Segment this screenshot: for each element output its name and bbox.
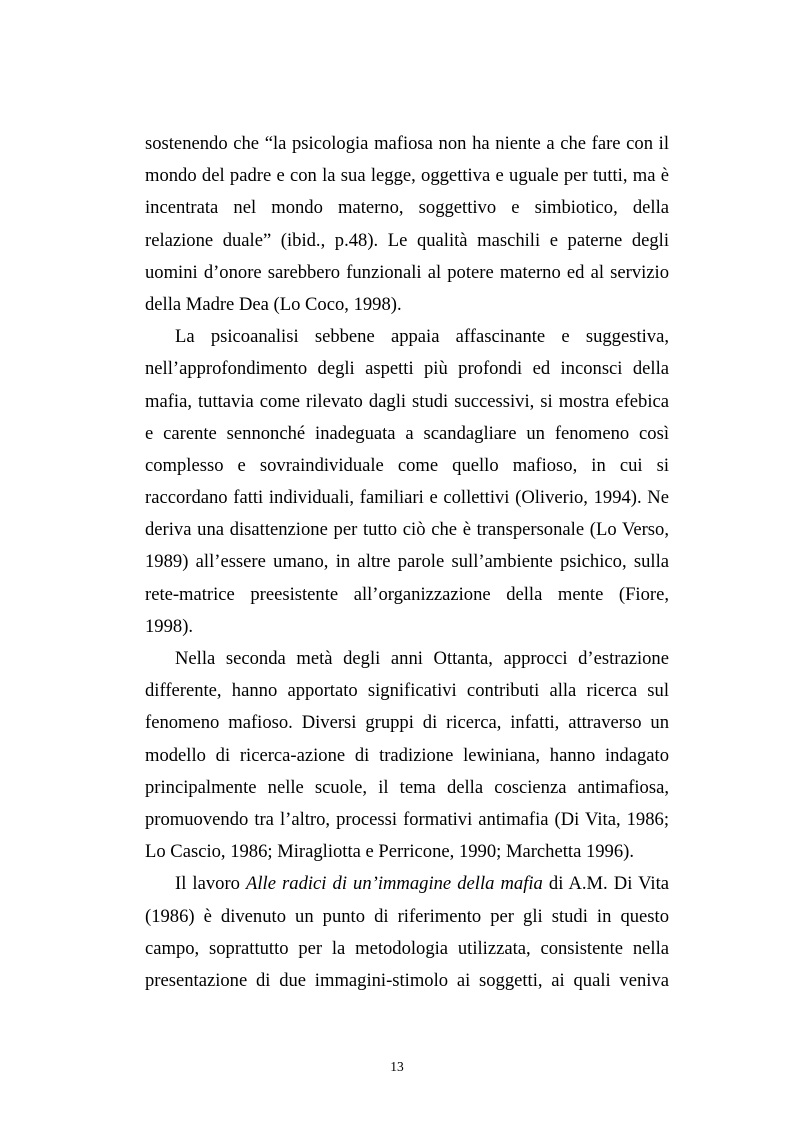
text-line: presentazione di due immagini-stimolo ai soggetti, ai quali veniva — [145, 969, 669, 991]
text-line: 1989) all’essere umano, in altre parole sull’ambiente psichico, sulla — [145, 551, 669, 573]
text-line: e carente sennonché inadeguata a scandagliare un fenomeno così — [145, 422, 669, 444]
text-line: raccordano fatti individuali, familiari e collettivi (Oliverio, 1994). Ne — [145, 487, 669, 509]
text-line: principalmente nelle scuole, il tema della coscienza antimafiosa, — [145, 776, 669, 798]
text-line: sostenendo che “la psicologia mafiosa non ha niente a che fare con il — [145, 133, 669, 154]
page-number: 13 — [390, 1059, 404, 1074]
text-line: modello di ricerca-azione di tradizione lewiniana, hanno indagato — [145, 744, 669, 766]
text-line: complesso e sovraindividuale come quello mafioso, in cui si — [145, 454, 669, 476]
text-line: differente, hanno apportato significativi contributi alla ricerca sul — [145, 680, 669, 702]
paragraph — [145, 128, 669, 321]
text-segment: Il lavoro — [175, 873, 247, 895]
text-line: rete-matrice preesistente all’organizzazione della mente (Fiore, — [145, 583, 669, 605]
book-title: Alle radici di un’immagine della mafia — [246, 873, 543, 895]
text-line: relazione duale” (ibid., p.48). Le qualità maschili e paterne degli — [145, 229, 669, 251]
text-line: (1986) è divenuto un punto di riferimento per gli studi in questo — [145, 905, 669, 927]
text-line: Lo Cascio, 1986; Miragliotta e Perricone, 1990; Marchetta 1996). — [145, 841, 634, 863]
paragraph — [145, 321, 669, 643]
text-line: uomini d’onore sarebbero funzionali al potere materno ed al servizio — [145, 261, 669, 283]
text-line: mafia, tuttavia come rilevato dagli studi successivi, si mostra efebica — [145, 390, 669, 412]
text-line: fenomeno mafioso. Diversi gruppi di ricerca, infatti, attraverso un — [145, 712, 669, 734]
text-line: mondo del padre e con la sua legge, oggettiva e uguale per tutti, ma è — [145, 165, 669, 187]
paragraph — [145, 643, 669, 868]
text-line: della Madre Dea (Lo Coco, 1998). — [145, 293, 402, 315]
text-line: deriva una disattenzione per tutto ciò che è transpersonale (Lo Verso, — [145, 519, 669, 541]
text-line: La psicoanalisi sebbene appaia affascinante e suggestiva, — [175, 326, 669, 348]
body-text — [145, 128, 669, 997]
text-line — [145, 868, 669, 900]
text-line: promuovendo tra l’altro, processi formativi antimafia (Di Vita, 1986; — [145, 808, 669, 830]
text-segment: di A.M. Di Vita — [542, 873, 669, 895]
paragraph — [145, 868, 669, 997]
text-line: nell’approfondimento degli aspetti più profondi ed inconsci della — [145, 358, 669, 380]
text-line: Nella seconda metà degli anni Ottanta, approcci d’estrazione — [175, 648, 669, 669]
text-line: campo, soprattutto per la metodologia utilizzata, consistente nella — [145, 937, 669, 959]
text-line: incentrata nel mondo materno, soggettivo e simbiotico, della — [145, 197, 669, 219]
text-line: 1998). — [145, 615, 194, 637]
